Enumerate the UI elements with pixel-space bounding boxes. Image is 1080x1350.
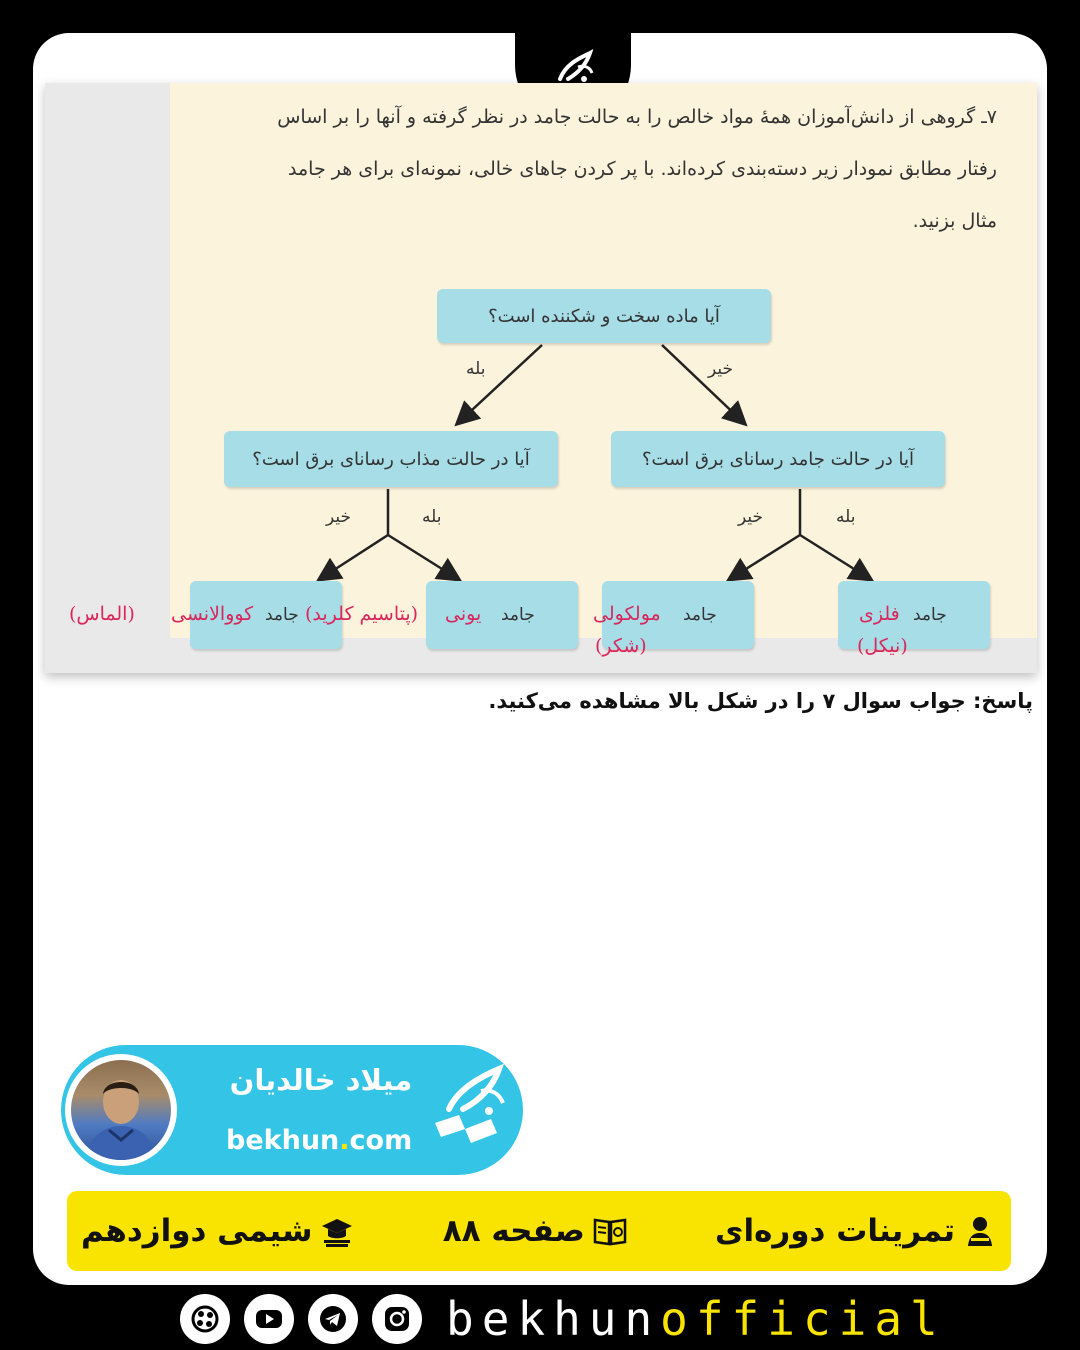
leaf-metallic-example: (نیکل) xyxy=(857,635,908,657)
question-line-1: ۷ـ گروهی از دانش‌آموزان همهٔ مواد خالص را به حالت جامد در نظر گرفته و آنها را بر اساس xyxy=(277,106,997,128)
telegram-button[interactable] xyxy=(308,1294,358,1344)
instagram-button[interactable] xyxy=(372,1294,422,1344)
section-label xyxy=(715,1213,997,1249)
left-yes-label: بله xyxy=(422,507,442,527)
leaf-covalent-example: (الماس) xyxy=(69,603,135,625)
answer-text: پاسخ: جواب سوال ۷ را در شکل بالا مشاهده می‌کنید. xyxy=(488,689,1033,713)
leaf-molecular-prefix: جامد xyxy=(683,605,717,625)
flowchart-connectors xyxy=(170,83,1037,638)
youtube-button[interactable] xyxy=(244,1294,294,1344)
author-card xyxy=(61,1045,523,1175)
handle-yellow: official xyxy=(660,1292,946,1346)
student-icon xyxy=(963,1214,997,1248)
site-dot: . xyxy=(339,1125,350,1156)
textbook-image xyxy=(45,83,1037,673)
handle-white: bekhun xyxy=(446,1292,661,1346)
leaf-metallic-prefix: جامد xyxy=(913,605,947,625)
leaf-molecular-example: (شکر) xyxy=(595,635,647,657)
question-line-3: مثال بزنید. xyxy=(912,210,997,232)
aparat-button[interactable] xyxy=(180,1294,230,1344)
info-bar xyxy=(67,1191,1011,1271)
left-no-label: خیر xyxy=(326,507,352,527)
youtube-icon xyxy=(254,1304,284,1334)
left-node-label: آیا در حالت مذاب رسانای برق است؟ xyxy=(252,448,530,470)
site-main: bekhun xyxy=(226,1125,340,1156)
root-no-label: خیر xyxy=(708,359,734,379)
open-book-icon xyxy=(593,1214,627,1248)
social-handle xyxy=(446,1292,946,1346)
page-label xyxy=(443,1213,627,1249)
content-card xyxy=(33,33,1047,1285)
instagram-icon xyxy=(382,1304,412,1334)
leaf-metallic-answer: فلزی xyxy=(859,603,900,625)
right-yes-label: بله xyxy=(836,507,856,527)
avatar-photo xyxy=(71,1060,171,1160)
flowchart-root-label: آیا ماده سخت و شکننده است؟ xyxy=(488,305,720,327)
telegram-icon xyxy=(318,1304,348,1334)
leaf-ionic-answer: یونی xyxy=(445,603,482,625)
right-no-label: خیر xyxy=(738,507,764,527)
graduation-cap-icon xyxy=(320,1214,354,1248)
root-yes-label: بله xyxy=(466,359,486,379)
bekhun-brand-icon xyxy=(429,1063,515,1155)
flowchart-right-node xyxy=(611,431,945,487)
leaf-covalent-answer: کووالانسی xyxy=(171,603,254,625)
social-footer xyxy=(180,1290,946,1348)
leaf-covalent-prefix: جامد xyxy=(265,605,299,625)
leaf-ionic-prefix: جامد xyxy=(501,605,535,625)
textbook-page xyxy=(170,83,1037,638)
question-line-2: رفتار مطابق نمودار زیر دسته‌بندی کرده‌اند. با پر کردن جاهای خالی، نمونه‌ای برای هر جامد xyxy=(288,158,997,180)
aparat-icon xyxy=(190,1304,220,1334)
author-website[interactable] xyxy=(226,1125,412,1156)
leaf-molecular-answer: مولکولی xyxy=(593,603,661,625)
subject-text: شیمی دوازدهم xyxy=(81,1213,313,1249)
flowchart-left-node xyxy=(224,431,558,487)
leaf-ionic-example: (پتاسیم کلرید) xyxy=(305,603,419,625)
right-node-label: آیا در حالت جامد رسانای برق است؟ xyxy=(641,448,915,470)
site-tld: com xyxy=(349,1125,413,1156)
author-name: میلاد خالدیان xyxy=(229,1063,413,1097)
person-icon xyxy=(71,1060,171,1160)
section-text: تمرینات دوره‌ای xyxy=(715,1213,955,1249)
flowchart-root xyxy=(437,289,771,343)
avatar xyxy=(65,1054,177,1166)
page-text: صفحه ۸۸ xyxy=(442,1213,585,1249)
subject-label xyxy=(81,1213,354,1249)
